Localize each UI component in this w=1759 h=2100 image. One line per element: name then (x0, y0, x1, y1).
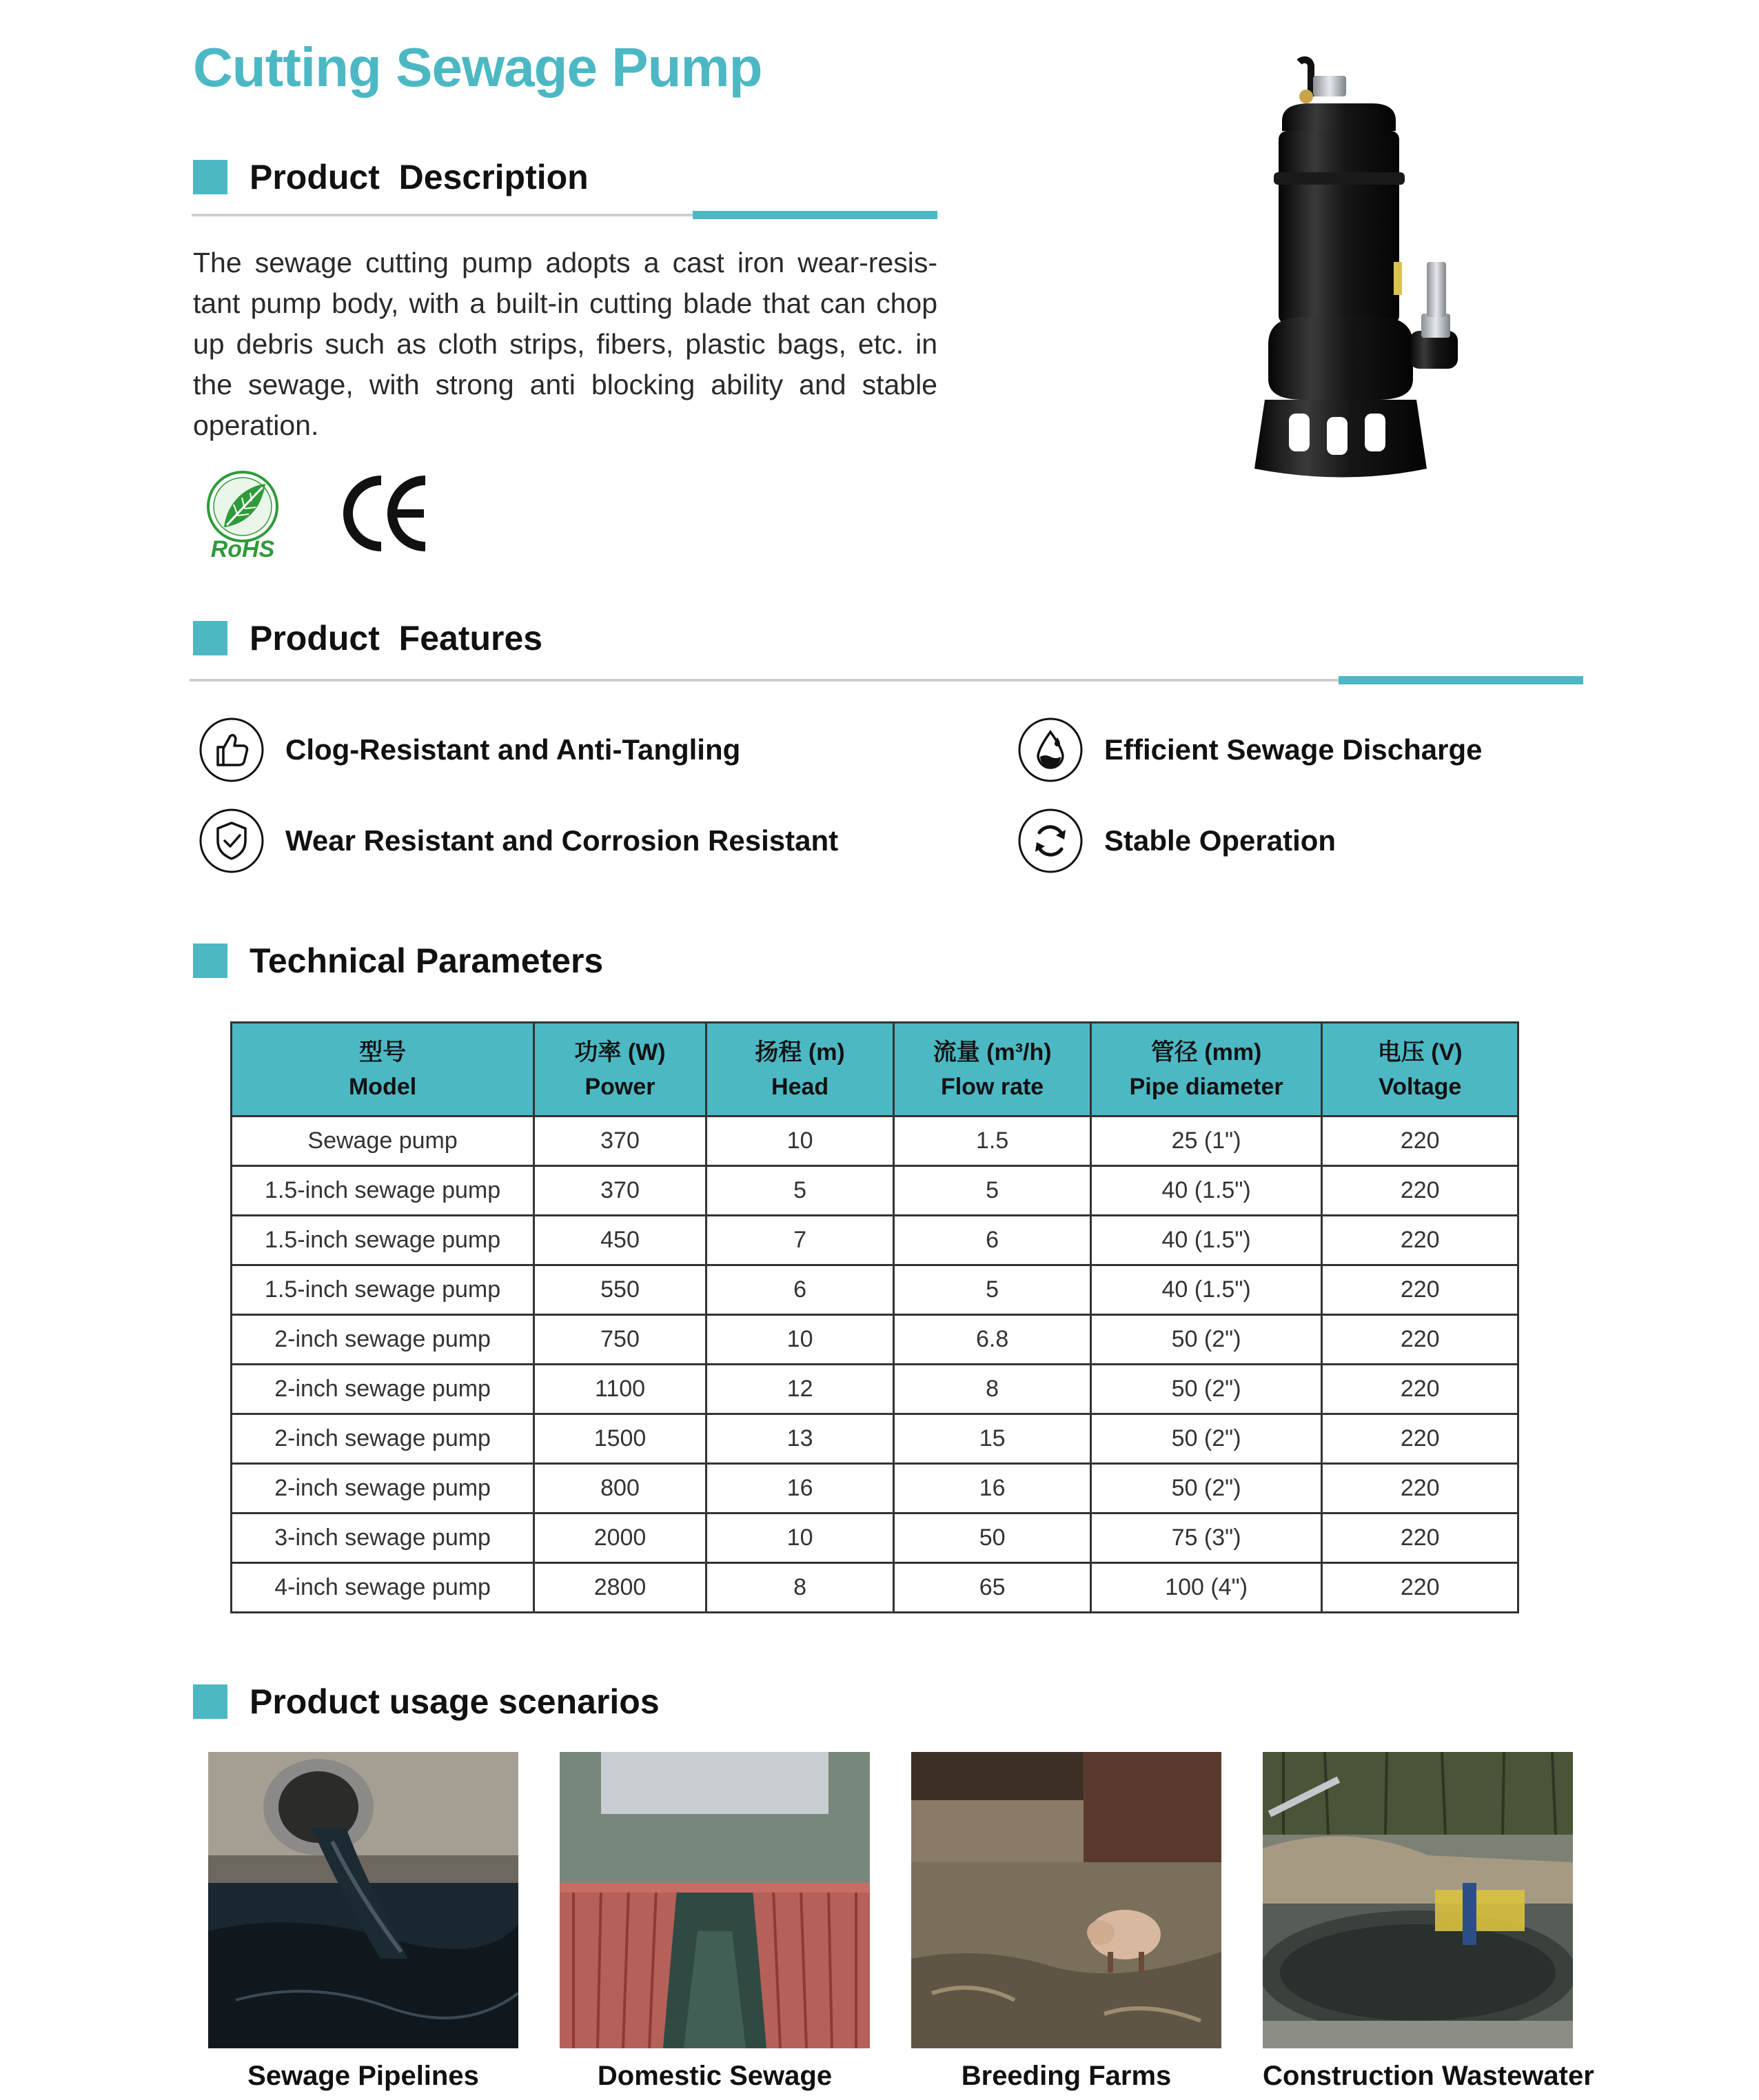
table-cell: 220 (1322, 1414, 1518, 1464)
table-row (232, 1563, 1518, 1613)
table-cell: 370 (534, 1117, 706, 1166)
table-cell: 75 (3") (1090, 1513, 1322, 1563)
column-header: 功率 (W) Power (534, 1023, 706, 1117)
scenario-label: Construction Wastewater (1263, 2061, 1594, 2091)
shield-check-icon (199, 808, 265, 874)
table-row (232, 1265, 1518, 1315)
description-heading: Product Description (250, 158, 589, 196)
table-cell: 50 (2") (1090, 1315, 1322, 1365)
table-cell: 1100 (534, 1365, 706, 1414)
table-cell: 450 (534, 1216, 706, 1265)
rohs-logo (196, 469, 289, 562)
features-section-heading (193, 618, 542, 658)
table-header-row (232, 1023, 1518, 1117)
parameters-section-heading (193, 941, 603, 981)
table-cell: 1.5-inch sewage pump (232, 1166, 534, 1216)
scenario-card (1263, 1752, 1594, 2092)
features-divider-accent (1339, 676, 1583, 684)
description-text: The sewage cutting pump adopts a cast iron wear-resis-tant pump body, with a built-in cutting blade that can chop up debris such as cloth strips, fibers, plastic bags, etc. in the sewage, with strong anti blocking ability and stable operation. (193, 247, 937, 441)
table-cell: 50 (2") (1090, 1365, 1322, 1414)
thumbs-up-icon (199, 717, 265, 783)
table-cell: 16 (706, 1464, 894, 1513)
table-row (232, 1414, 1518, 1464)
svg-text:RoHS: RoHS (210, 536, 275, 562)
table-cell: 100 (4") (1090, 1563, 1322, 1613)
table-row (232, 1365, 1518, 1414)
pump-product-image (1241, 55, 1475, 489)
column-header: 流量 (m³/h) Flow rate (894, 1023, 1091, 1117)
table-cell: 4-inch sewage pump (232, 1563, 534, 1613)
table-cell: 7 (706, 1216, 894, 1265)
scenarios-section-heading (193, 1682, 660, 1722)
table-cell: 40 (1.5") (1090, 1265, 1322, 1315)
table-cell: 220 (1322, 1216, 1518, 1265)
table-cell: Sewage pump (232, 1117, 534, 1166)
ce-mark-logo (341, 472, 431, 555)
table-cell: 10 (706, 1513, 894, 1563)
table-cell: 13 (706, 1414, 894, 1464)
sewage-pipeline-photo (208, 1752, 518, 2048)
refresh-icon (1017, 808, 1084, 874)
table-cell: 8 (706, 1563, 894, 1613)
water-drop-icon (1017, 717, 1084, 783)
column-header: 管径 (mm) Pipe diameter (1090, 1023, 1322, 1117)
construction-wastewater-photo (1263, 1752, 1573, 2048)
table-row (232, 1216, 1518, 1265)
feature-label: Wear Resistant and Corrosion Resistant (285, 824, 839, 857)
scenario-label: Sewage Pipelines (247, 2061, 479, 2091)
table-cell: 5 (894, 1166, 1091, 1216)
table-cell: 800 (534, 1464, 706, 1513)
scenario-label: Breeding Farms (961, 2061, 1172, 2091)
table-cell: 3-inch sewage pump (232, 1513, 534, 1563)
scenario-card (911, 1752, 1221, 2092)
table-cell: 65 (894, 1563, 1091, 1613)
table-cell: 220 (1322, 1563, 1518, 1613)
table-cell: 15 (894, 1414, 1091, 1464)
table-cell: 220 (1322, 1117, 1518, 1166)
domestic-sewage-photo (560, 1752, 870, 2048)
table-cell: 2-inch sewage pump (232, 1414, 534, 1464)
table-cell: 370 (534, 1166, 706, 1216)
features-heading: Product Features (250, 619, 543, 657)
scenario-label: Domestic Sewage (597, 2061, 833, 2091)
table-cell: 2-inch sewage pump (232, 1365, 534, 1414)
feature-item (1017, 717, 1483, 783)
table-cell: 10 (706, 1315, 894, 1365)
table-cell: 1.5-inch sewage pump (232, 1265, 534, 1315)
table-cell: 550 (534, 1265, 706, 1315)
table-cell: 12 (706, 1365, 894, 1414)
table-cell: 40 (1.5") (1090, 1216, 1322, 1265)
feature-label: Efficient Sewage Discharge (1104, 733, 1483, 766)
feature-item (1017, 808, 1336, 874)
table-cell: 220 (1322, 1315, 1518, 1365)
table-cell: 220 (1322, 1265, 1518, 1315)
table-cell: 2800 (534, 1563, 706, 1613)
table-cell: 220 (1322, 1365, 1518, 1414)
table-cell: 1.5 (894, 1117, 1091, 1166)
column-header: 扬程 (m) Head (706, 1023, 894, 1117)
table-cell: 1.5-inch sewage pump (232, 1216, 534, 1265)
technical-parameters-table (230, 1021, 1519, 1613)
table-cell: 2-inch sewage pump (232, 1464, 534, 1513)
table-cell: 50 (2") (1090, 1414, 1322, 1464)
table-cell: 220 (1322, 1513, 1518, 1563)
table-cell: 2000 (534, 1513, 706, 1563)
table-row (232, 1513, 1518, 1563)
table-cell: 25 (1") (1090, 1117, 1322, 1166)
table-cell: 50 (894, 1513, 1091, 1563)
table-cell: 5 (894, 1265, 1091, 1315)
heading-square-marker (193, 621, 227, 655)
breeding-farm-photo (911, 1752, 1221, 2048)
table-cell: 2-inch sewage pump (232, 1315, 534, 1365)
table-cell: 1500 (534, 1414, 706, 1464)
column-header: 电压 (V) Voltage (1322, 1023, 1518, 1117)
description-section-heading (193, 157, 589, 197)
table-cell: 6 (706, 1265, 894, 1315)
table-cell: 6.8 (894, 1315, 1091, 1365)
scenarios-heading: Product usage scenarios (250, 1682, 660, 1721)
table-cell: 50 (2") (1090, 1464, 1322, 1513)
feature-item (199, 717, 740, 783)
parameters-heading: Technical Parameters (250, 941, 604, 980)
table-cell: 8 (894, 1365, 1091, 1414)
heading-square-marker (193, 160, 227, 194)
column-header: 型号 Model (232, 1023, 534, 1117)
scenario-card (560, 1752, 870, 2092)
table-row (232, 1315, 1518, 1365)
table-row (232, 1166, 1518, 1216)
feature-label: Stable Operation (1104, 824, 1336, 857)
table-cell: 16 (894, 1464, 1091, 1513)
page-title: Cutting Sewage Pump (193, 37, 762, 98)
heading-square-marker (193, 1684, 227, 1719)
feature-item (199, 808, 838, 874)
description-divider-accent (693, 211, 937, 219)
table-cell: 220 (1322, 1166, 1518, 1216)
feature-label: Clog-Resistant and Anti-Tangling (285, 733, 741, 766)
table-cell: 6 (894, 1216, 1091, 1265)
table-cell: 10 (706, 1117, 894, 1166)
table-row (232, 1464, 1518, 1513)
table-cell: 5 (706, 1166, 894, 1216)
table-cell: 220 (1322, 1464, 1518, 1513)
scenario-card (208, 1752, 518, 2092)
table-cell: 750 (534, 1315, 706, 1365)
heading-square-marker (193, 944, 227, 978)
table-cell: 40 (1.5") (1090, 1166, 1322, 1216)
table-row (232, 1117, 1518, 1166)
